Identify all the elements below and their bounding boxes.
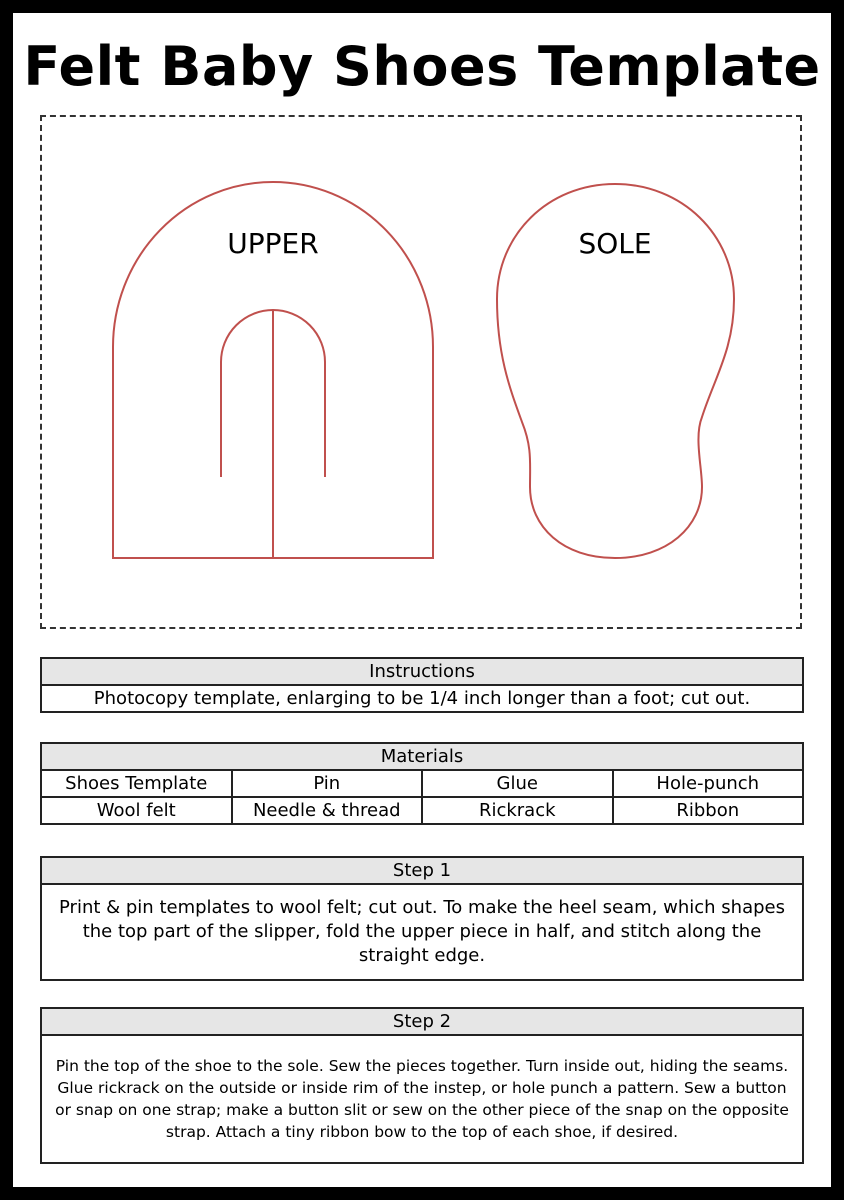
step1-table bbox=[40, 856, 804, 981]
instructions-header: Instructions bbox=[41, 658, 803, 685]
material-item: Shoes Template bbox=[41, 770, 232, 797]
step2-table bbox=[40, 1007, 804, 1164]
materials-row bbox=[41, 797, 803, 824]
sole-label: SOLE bbox=[578, 227, 652, 260]
material-item: Wool felt bbox=[41, 797, 232, 824]
material-item: Needle & thread bbox=[232, 797, 423, 824]
material-item: Hole-punch bbox=[613, 770, 804, 797]
step2-text: Pin the top of the shoe to the sole. Sew the pieces together. Turn inside out, hiding the seams. Glue rickrack on the outside or inside rim of the instep, or hole punch a pattern. Sew a button or snap on one strap; make a button slit or sew on the other piece of the snap on the opposite strap. Attach a tiny ribbon bow to the top of each shoe, if desired. bbox=[41, 1035, 803, 1163]
material-item: Rickrack bbox=[422, 797, 613, 824]
material-item: Glue bbox=[422, 770, 613, 797]
step1-text: Print & pin templates to wool felt; cut out. To make the heel seam, which shapes the top part of the slipper, fold the upper piece in half, and stitch along the straight edge. bbox=[41, 884, 803, 980]
materials-header: Materials bbox=[41, 743, 803, 770]
instructions-table bbox=[40, 657, 804, 713]
material-item: Pin bbox=[232, 770, 423, 797]
step1-header: Step 1 bbox=[41, 857, 803, 884]
shoe-pattern-drawing bbox=[42, 117, 804, 631]
upper-label: UPPER bbox=[227, 227, 319, 260]
materials-row bbox=[41, 770, 803, 797]
step2-header: Step 2 bbox=[41, 1008, 803, 1035]
instructions-text: Photocopy template, enlarging to be 1/4 inch longer than a foot; cut out. bbox=[41, 685, 803, 712]
page-title: Felt Baby Shoes Template bbox=[23, 35, 821, 98]
template-cutout-area bbox=[40, 115, 802, 629]
material-item: Ribbon bbox=[613, 797, 804, 824]
template-page bbox=[13, 13, 831, 1187]
materials-table bbox=[40, 742, 804, 825]
